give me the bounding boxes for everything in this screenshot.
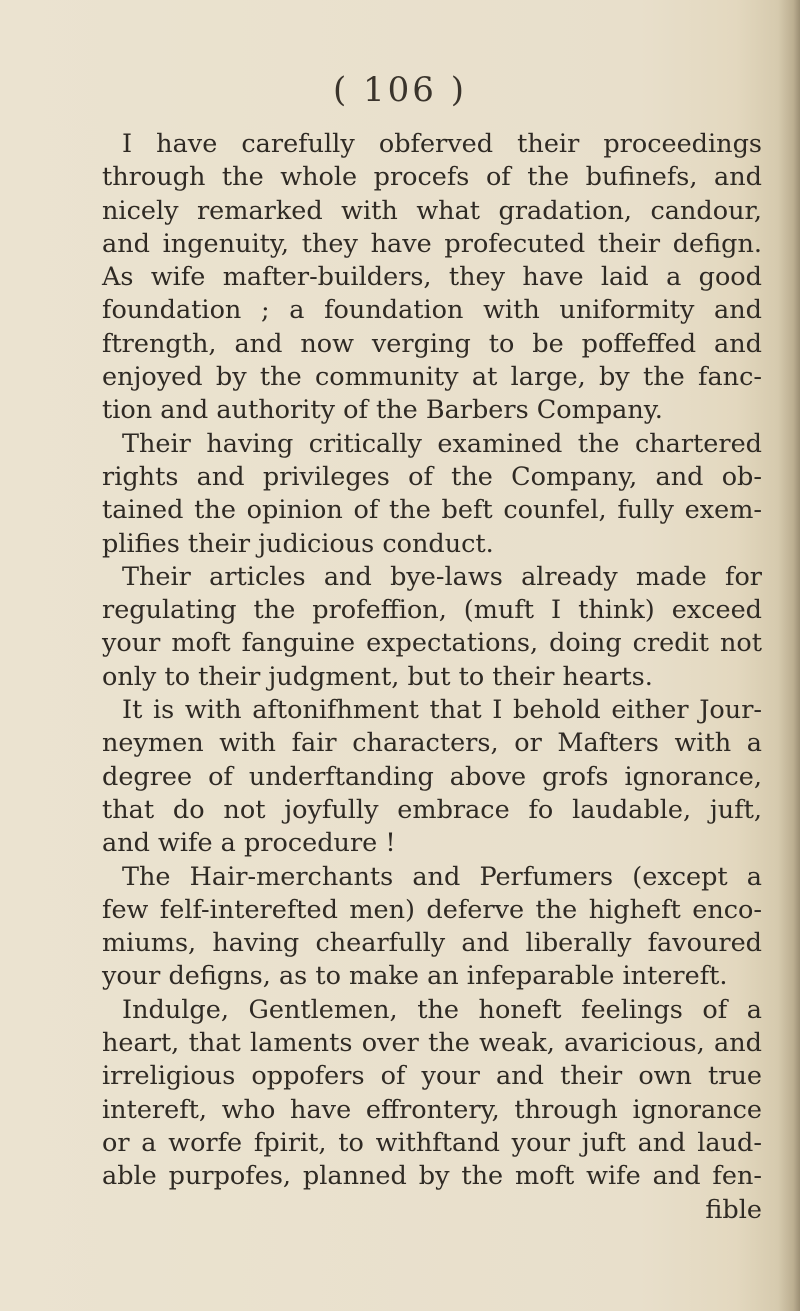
text-line: I have carefully obferved their proceedings xyxy=(122,129,762,159)
text-line: tained the opinion of the beft counfel, fully exem- xyxy=(102,495,762,526)
text-line: your defigns, as to make an infeparable intereft. xyxy=(102,961,728,992)
text-line: degree of underftanding above grofs ignorance, xyxy=(102,761,762,792)
text-line: and wife a procedure ! xyxy=(102,828,396,859)
text-line: It is with aftonifhment that I behold either Jour- xyxy=(122,695,762,726)
text-line: tion and authority of the Barbers Company. xyxy=(102,395,663,426)
text-line: foundation ; a foundation with uniformity and xyxy=(102,295,762,326)
text-line: intereft, who have effrontery, through ignorance xyxy=(102,1094,762,1125)
text-line: Their articles and bye-laws already made for xyxy=(122,561,762,592)
text-line: that do not joyfully embrace fo laudable, juft, xyxy=(102,794,762,825)
text-line: your moft fanguine expectations, doing credit not xyxy=(102,628,762,659)
text-line: only to their judgment, but to their hearts. xyxy=(102,661,653,692)
text-line: plifies their judicious conduct. xyxy=(102,528,494,559)
text-line: and ingenuity, they have profecuted their defign. xyxy=(102,228,762,259)
text-line: Indulge, Gentlemen, the honeft feelings of a xyxy=(122,994,762,1025)
body-text xyxy=(102,128,762,1227)
page-number: ( 106 ) xyxy=(332,70,468,110)
text-line: nicely remarked with what gradation, candour, xyxy=(102,195,762,226)
text-line: through the whole procefs of the bufinefs, and xyxy=(102,162,762,193)
text-line: ftrength, and now verging to be poffeffed and xyxy=(102,328,762,359)
text-line: few felf-interefted men) deferve the higheft enco- xyxy=(102,894,762,925)
text-line: or a worfe fpirit, to withftand your juft and laud- xyxy=(102,1127,762,1158)
text-line: irreligious oppofers of your and their own true xyxy=(102,1061,762,1092)
catchword: fible xyxy=(705,1194,762,1225)
text-line: neymen with fair characters, or Mafters with a xyxy=(102,728,762,759)
text-line: The Hair-merchants and Perfumers (except a xyxy=(122,861,762,892)
text-line: Their having critically examined the chartered xyxy=(122,428,762,459)
text-line: heart, that laments over the weak, avaricious, and xyxy=(102,1028,762,1059)
text-line: miums, having chearfully and liberally favoured xyxy=(102,928,762,959)
text-line: enjoyed by the community at large, by the fanc- xyxy=(102,362,762,393)
text-line: rights and privileges of the Company, and ob- xyxy=(102,461,762,492)
text-line: regulating the profeffion, (muft I think) exceed xyxy=(102,595,762,626)
page-edge-shadow xyxy=(778,0,800,1311)
text-line: As wife mafter-builders, they have laid a good xyxy=(102,262,762,293)
text-line: able purpofes, planned by the moft wife and fen- xyxy=(102,1161,762,1192)
